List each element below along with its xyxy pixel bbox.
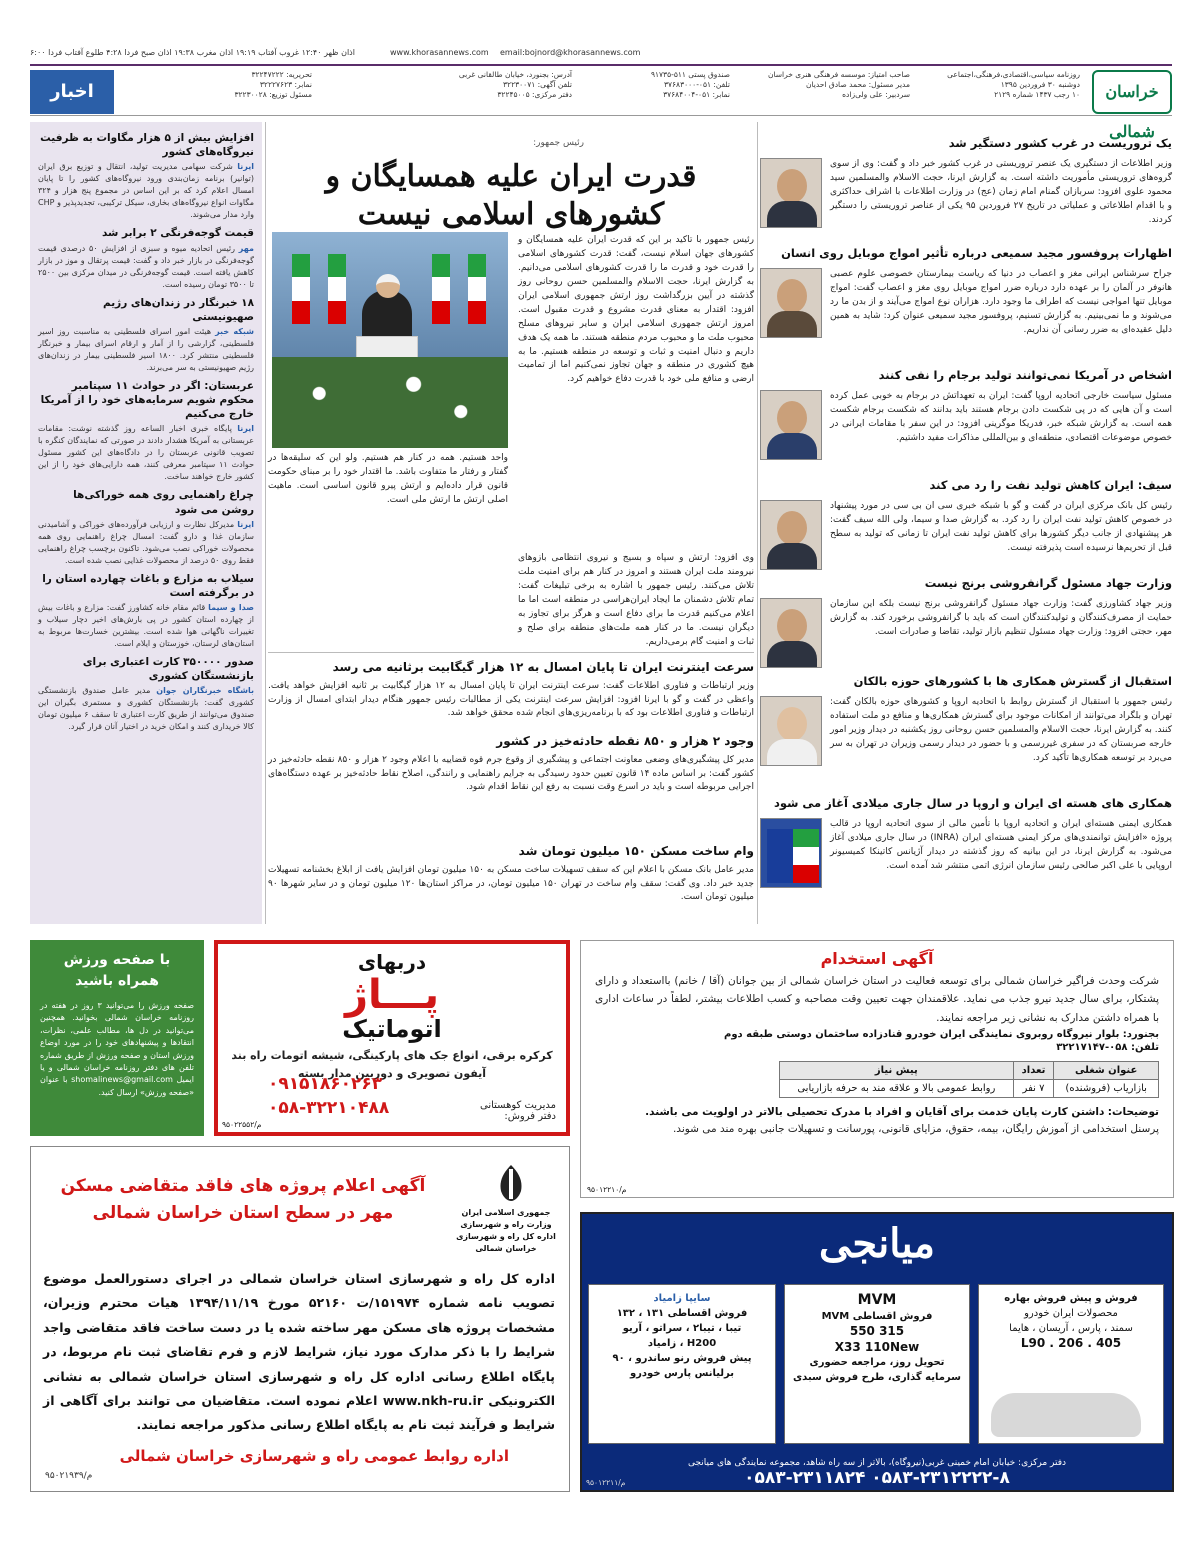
article-body-continued-2: وی افزود: ارتش و سپاه و بسیج و نیروی انتظامی بازوهای نیرومند ملت ایران هستند و امروز در کنار هم برای امنیت ملت تلاش می‌کنند. رئیس جمهور با اشاره به برخی تبلیغات گفت: تمام تلاش دشمنان ما ایجاد ایران‌هراسی در منطقه است اما ما اعلام می‌کنیم قدرت ما برای دفاع است و هرگز برای تجاوز به دیگران نیست. ما در کنار همه ملت‌های منطقه برای صلح و ثبات و امنیت گام برمی‌داریم.	[518, 553, 754, 647]
top-info-strip	[30, 46, 1170, 62]
sidebar-item	[38, 488, 254, 566]
news-photo	[760, 598, 822, 668]
panel-text: پیش فروش رنو ساندرو ، ۹۰ برلیانس پارس خودرو	[612, 1353, 752, 1379]
gov-ad-title: آگهی اعلام پروژه های فاقد متقاضی مسکن مهر در سطح استان خراسان شمالی	[60, 1176, 426, 1224]
article-body-continued: واحد هستیم. همه در کنار هم هستیم. ولو این که سلیقه‌ها در گفتار و رفتار ما متفاوت باشد. ما اقتدار خود را بر مبنای حکومت قانون قرار داده‌ایم و ارتش پیرو قانون اساسی است. ماهیت اصلی ارتش ما ارتش ملی است.	[268, 453, 508, 505]
employment-ad-address: بجنورد: بلوار نیروگاه روبروی نمایندگی ایران خودرو قنادزاده ساختمان دوستی طبقه دوم	[724, 1029, 1159, 1041]
panel-title: فروش اقساطی ۱۳۱ ، ۱۳۲	[616, 1308, 748, 1319]
ad-code: م/۹۵۰۱۲۲۱۰	[587, 1184, 627, 1194]
door-ad-services2: آیفون تصویری و دوربین مدار بسته	[297, 1066, 487, 1080]
masthead-phones: تحریریه: ۳۲۲۴۷۲۲۲ نمابر: ۳۲۲۲۷۶۲۳ مسئول توزیع: ۳۲۲۳۰۰۲۸	[234, 70, 312, 100]
table-header: پیش نیاز	[780, 1062, 1014, 1080]
news-item	[760, 368, 1172, 443]
masthead-contact: صندوق پستی ۵۱۱-۹۱۷۳۵ تلفن: ۰۵۱-۳۷۶۸۳۰۰۰ نمابر: ۰۵۱-۳۷۶۸۴۰۰۴	[650, 70, 730, 100]
news-source: شبکه خبر	[215, 326, 254, 336]
column-divider	[757, 122, 758, 924]
job-table	[779, 1061, 1159, 1098]
news-item-title: یک تروریست در غرب کشور دستگیر شد	[948, 136, 1172, 150]
masthead-publisher: صاحب امتیاز: موسسه فرهنگی هنری خراسان مدیر مسئول: محمد صادق احدیان سردبیر: علی ولی‌زاده	[767, 70, 910, 100]
news-item-text: رئیس کل بانک مرکزی ایران در گفت و گو با شبکه خبری سی ان بی سی در مورد پیشنهاد در خصوص کاهش تولید نفت ایران را رد کرد. به گزارش صدا و سیما، ولی الله سیف گفت: هر پیشنهادی از جانب دیگر کشورها برای کاهش تولید نفت ایران تا زمانی که تولید به سطح قبل از تحریم‌ها نرسیده است پذیرفته نیست.	[830, 501, 1172, 553]
dealer-address: دفتر مرکزی: خیابان امام خمینی غربی(نیروگاه)، بالاتر از سه راه شاهد، مجموعه نمایندگی های میانجی	[687, 1458, 1067, 1468]
table-cell: ۷ نفر	[1013, 1080, 1054, 1098]
dealer-panel-mvm	[784, 1284, 970, 1444]
news-sidebar	[30, 122, 262, 924]
masthead	[30, 64, 1172, 141]
newspaper-logo: خراسان شمالی	[1092, 70, 1172, 114]
door-ad-office: دفتر فروش:	[504, 1111, 556, 1122]
news-source: ایرنا	[237, 424, 254, 434]
news-source: ایرنا	[237, 162, 254, 172]
dealer-panel-irankhodro	[978, 1284, 1164, 1444]
housing-announcement-ad	[30, 1146, 570, 1492]
panel-text: تحویل روز، مراجعه حضوری سرمایه گذاری، طرح فروش سبدی	[793, 1357, 961, 1384]
sidebar-item-text: هیئت امور اسرای فلسطینی به مناسبت روز اسیر فلسطینی، گزارشی را از آمار و ارقام اسرای بیمار و خبرنگار فلسطینی منتشر کرد. ۱۸۰۰ اسیر فلسطینی بیمار در زندان‌های رژیم صهیونیستی به سر می‌برند.	[38, 326, 254, 372]
sidebar-item	[38, 655, 254, 733]
door-ad-mobile: ۰۹۱۵۱۸۶۰۲۶۳	[268, 1074, 383, 1094]
sidebar-item-title: ۱۸ خبرنگار در زندان‌های رژیم صهیونیستی	[102, 296, 254, 323]
car-image	[991, 1393, 1141, 1437]
sidebar-item	[38, 131, 254, 221]
automatic-door-ad	[214, 940, 570, 1136]
employment-ad-heading: آگهی استخدام	[820, 949, 934, 968]
table-header: تعداد	[1013, 1062, 1054, 1080]
ad-code: م/۹۵۰۲۲۵۵۲	[222, 1119, 262, 1129]
brand-logos: سایپا زامیاد	[653, 1293, 711, 1304]
car-dealer-ad	[580, 1212, 1174, 1492]
mvm-logo: MVM	[857, 1292, 897, 1308]
news-item-text: جراح سرشناس ایرانی مغز و اعصاب در دنیا که ریاست بیمارستان خصوصی علوم عصبی هانوفر در آلمان را بر عهده دارد درباره ضرر امواج موبایل روی مغز و اعصاب گفت: امواج موبایل تنها امواجی نیست که اطراف ما وجود دارد. هزاران نوع امواج می‌آیند و از بدن ما رد می‌شوند و ما نمی‌بینیم. به گزارش تسنیم، پروفسور مجید سمیعی عنوان کرد: شاید به همین دلیل عقیده‌ای به ضرر رسانی آن نداریم.	[830, 269, 1172, 335]
sidebar-item-title: افزایش بیش از ۵ هزار مگاوات به ظرفیت نیروگاه‌های کشور	[40, 132, 254, 159]
table-cell: بازاریاب (فروشنده)	[1054, 1080, 1159, 1098]
right-news-column	[760, 122, 1172, 924]
news-photo	[760, 500, 822, 570]
door-ad-line1: دربهای	[357, 950, 427, 974]
news-item	[268, 844, 754, 905]
sport-page-ad	[30, 940, 204, 1136]
news-item-title: اظهارات پروفسور مجید سمیعی درباره تأثیر امواج موبایل روی انسان	[781, 246, 1172, 260]
employment-ad	[580, 940, 1174, 1198]
news-photo	[760, 268, 822, 338]
flags-photo	[760, 818, 822, 888]
sport-ad-subtitle: همراه باشید	[75, 973, 159, 989]
ad-code: م/۹۵۰۲۱۹۳۹	[45, 1471, 93, 1481]
news-item-text: وزیر ارتباطات و فناوری اطلاعات گفت: سرعت اینترنت ایران تا پایان امسال به ۱۲ هزار گیگابیت بر ثانیه افزایش خواهد یافت. واعظی در گفت و گو با ایرنا افزود: افزایش سرعت اینترنت یکی از مطالبات رئیس جمهور هنگام دیدار ابتدای امسال از وزارت ارتباطات و فناوری اطلاعات بود که با برنامه‌ریزی‌های انجام شده محقق خواهد شد.	[268, 680, 754, 719]
news-item-text: رئیس جمهور با استقبال از گسترش روابط با اتحادیه اروپا و کشورهای حوزه بالکان گفت: تهران و بلگراد می‌توانند از امکانات موجود برای گسترش همکاری‌ها و منافع دو ملت استفاده کنند. به گزارش ایرنا، حجت الاسلام والمسلمین حسن روحانی روز یکشنبه در دیدار وزیر امور خارجه صربستان که در سفری غیررسمی و با حضور در دیدار رسمی وزیران در تهران به سر می‌برد بر توسعه همکاری‌ها تأکید کرد.	[830, 697, 1172, 763]
news-item-title: استقبال از گسترش همکاری ها با کشورهای حوزه بالکان	[853, 674, 1172, 688]
sidebar-item-text: مدیرکل نظارت و ارزیابی فرآورده‌های خوراکی و آشامیدنی سازمان غذا و دارو گفت: امسال چراغ راهنمایی روی همه محصولات خوراکی نصب می‌شود. تاکنون برچسب چراغ راهنمایی فقط روی ۵۰ درصد از محصولات غذایی نصب شده است.	[38, 519, 254, 565]
news-item	[760, 576, 1172, 637]
news-item-title: وجود ۲ هزار و ۸۵۰ نقطه حادثه‌خیز در کشور	[496, 734, 754, 748]
dealer-logo: میانجی	[819, 1220, 935, 1267]
news-item	[268, 734, 754, 795]
note-text: داشتن کارت پایان خدمت برای آقایان و افراد با مدرک تحصیلی بالاتر در اولویت می باشند.	[645, 1106, 1105, 1119]
door-ad-line2: اتوماتیک	[342, 1015, 442, 1043]
news-item	[760, 246, 1172, 335]
table-header: عنوان شغلی	[1054, 1062, 1159, 1080]
sidebar-item	[38, 572, 254, 650]
panel-title: فروش اقساطی MVM	[821, 1311, 933, 1323]
sidebar-item-text: رئیس اتحادیه میوه و سبزی از افزایش ۵۰ درصدی قیمت گوجه‌فرنگی در بازار خبر داد و گفت: قیمت پرتقال و موز در بازار کاهش یافته است. قیمت گوجه‌فرنگی در میدان مرکزی بین ۲۵۰۰ تا ۳۵۰۰ تومان رسیده است.	[38, 243, 254, 289]
note-label: توضیحات:	[1107, 1106, 1159, 1119]
employment-ad-text: شرکت وحدت فراگیر خراسان شمالی برای توسعه فعالیت در استان خراسان شمالی از بین جوانان (آقا / خانم) بااستعداد و دارای پشتکار، برای سال جدید نیرو جذب می نماید. علاقمندان جهت تعیین وقت مصاحبه و کسب اطلاعات بیشتر، لطفاً در ساعات اداری با همراه داشتن مدارک به نشانی زیر مراجعه نمایند.	[595, 975, 1159, 1024]
article-kicker: رئیس جمهور:	[533, 138, 584, 148]
panel-title: فروش و پیش فروش بهاره	[1004, 1293, 1138, 1304]
masthead-issue-info: روزنامه سیاسی،اقتصادی،فرهنگی،اجتماعی دوشنبه ۳۰ فروردین ۱۳۹۵ ۱۰ رجب ۱۴۳۷ شماره ۲۱۲۹	[947, 70, 1080, 100]
prayer-times: اذان ظهر ۱۲:۴۰ غروب آفتاب ۱۹:۱۹ اذان مغرب ۱۹:۳۸ اذان صبح فردا ۴:۲۸ طلوع آفتاب فردا ۶:۰۰	[30, 48, 355, 57]
news-item-title: وام ساخت مسکن ۱۵۰ میلیون تومان شد	[518, 844, 754, 858]
panel-subtitle: محصولات ایران خودرو سمند ، پارس ، آریسان ، هایما	[1009, 1308, 1133, 1334]
lead-article	[268, 122, 754, 924]
news-item	[760, 674, 1172, 763]
news-item-title: اشخاص در آمریکا نمی‌توانند تولید برجام را نفی کنند	[878, 368, 1172, 382]
sidebar-item	[38, 296, 254, 374]
news-source: باشگاه خبرنگاران جوان	[156, 686, 255, 696]
news-item	[760, 796, 1172, 871]
article-photo	[272, 232, 508, 448]
masthead-address: آدرس: بجنورد، خیابان طالقانی غربی تلفن آگهی: ۳۲۲۳۰۰۷۱ دفتر مرکزی: ۳۲۲۴۵۰۰۵	[458, 70, 572, 100]
dealer-phones: ۰۵۸۳-۲۳۱۱۸۲۴ ۰۵۸۳-۲۳۱۲۲۲۲-۸	[744, 1468, 1010, 1488]
table-cell: روابط عمومی بالا و علاقه مند به حرفه بازاریابی	[780, 1080, 1014, 1098]
dealer-panel-saipa	[588, 1284, 776, 1444]
gov-org-name: جمهوری اسلامی ایران وزارت راه و شهرسازی اداره کل راه و شهرسازی خراسان شمالی	[456, 1208, 556, 1253]
article-headline: قدرت ایران علیه همسایگان و کشورهای اسلامی نیست	[325, 159, 697, 232]
news-item-text: مدیر کل پیشگیری‌های وضعی معاونت اجتماعی و پیشگیری از وقوع جرم قوه قضاییه با اعلام وجود ۲ هزار و ۸۵۰ نقطه حادثه‌خیز در کشور گفت: بر اساس ماده ۱۴ قانون تعیین حدود رسیدگی به جرایم راهنمایی و رانندگی، اصلاح نقاط حادثه‌خیز بر عهده دستگاه‌های اجرایی مربوطه است و باید در اسرع وقت نسبت به رفع این نقاط اقدام شود.	[268, 754, 754, 793]
door-ad-services: کرکره برقی، انواع جک های پارکینگی، شیشه اتومات راه بند	[231, 1048, 553, 1062]
article-body: رئیس جمهور با تاکید بر این که قدرت ایران علیه همسایگان و کشورهای جهان اسلام نیست، گفت: قدرت کشورهای اسلامی را قدرت خود و قدرت ما را قدرت کشورهای اسلامی می‌دانیم. به گزارش ایرنا، حجت الاسلام والمسلمین حسن روحانی روز گذشته در آیین بزرگداشت روز ارتش جمهوری اسلامی ایران افزود: اقتدار به معنای قدرت مشروع و قدرت مقبول است. امروز ارتش جمهوری اسلامی ایران و سایر نیروهای مسلح محبوب ملت ما و محبوب مردم منطقه هستند. ما همه یک هدف داریم و دنبال امنیت و ثبات و توسعه در منطقه هستیم. ما به هیچ کشوری در منطقه و جهان تجاوز نمی‌کنیم اما از تمامیت ارضی و منافع ملی خود با قدرت دفاع خواهیم کرد.	[518, 235, 754, 385]
news-item	[760, 478, 1172, 553]
section-badge: اخبار	[30, 70, 114, 114]
panel-models: L90 . 206 . 405	[1020, 1336, 1122, 1350]
sport-ad-title: با صفحه ورزش	[63, 952, 171, 968]
column-divider	[265, 122, 266, 924]
sidebar-item	[38, 226, 254, 290]
door-ad-manager: مدیریت کوهستانی	[480, 1100, 556, 1111]
news-photo	[760, 696, 822, 766]
news-source: صدا و سیما	[208, 603, 255, 613]
employment-ad-phone: تلفن: ۰۵۸-۳۲۲۱۷۱۴۷	[1056, 1042, 1159, 1054]
sidebar-item-text: قائم مقام خانه کشاورز گفت: مزارع و باغات بیش از چهارده استان کشور در پی بارش‌های اخیر دچار سیلاب و تغییرات ناگهانی هوا شده است. بیشترین خسارت‌ها مربوط به استان‌های لرستان، خوزستان و ایلام است.	[38, 603, 254, 649]
sidebar-item-title: عربستان: اگر در حوادث ۱۱ سپتامبر محکوم شویم سرمایه‌های خود را از آمریکا خارج می‌کنیم	[40, 379, 254, 421]
note-text-2: پرسنل استخدامی از آموزش رایگان، بیمه، حقوق، مزایای قانونی، پورسانت و تسهیلات جانبی بهره مند می شوند.	[672, 1122, 1159, 1135]
sidebar-item-title: قیمت گوجه‌فرنگی ۲ برابر شد	[101, 227, 254, 240]
sidebar-item-text: پایگاه خبری اخبار الساعه روز گذشته نوشت: مقامات عربستانی به آمریکا هشدار دادند در صورتی که نمایندگان کنگره با تصویب قانونی عربستان را در دادگاه‌های این کشور مسئول حوادث ۱۱ سپتامبر معرفی کنند، همه دارایی‌های خود را از این کشور خارج خواهند ساخت.	[38, 424, 255, 482]
email-link[interactable]: email:bojnord@khorasannews.com	[500, 48, 641, 57]
news-item-title: سرعت اینترنت ایران تا پایان امسال به ۱۲ هزار گیگابیت برثانیه می رسد	[332, 660, 754, 674]
sidebar-item-title: سیلاب به مزارع و باغات چهارده استان را در برگرفته است	[42, 572, 254, 599]
news-item-title: وزارت جهاد مسئول گرانفروشی برنج نیست	[924, 576, 1172, 590]
news-item-text: همکاری ایمنی هسته‌ای ایران و اتحادیه اروپا با تأمین مالی از سوی اتحادیه اروپا در قالب پروژه «افزایش توانمندی‌های مرکز ایمنی هسته‌ای ایران (INRA) در سال جاری میلادی آغاز می‌شود. به گزارش ایرنا، در این بیانیه که روز گذشته در دیدار آژیانس کاتینکا کمیسیونر اروپایی با علی اکبر صالحی رئیس سازمان انرژی اتمی منتشر شد آمده است.	[830, 819, 1172, 871]
news-item-title: همکاری های هسته ای ایران و اروپا در سال جاری میلادی آغاز می شود	[773, 796, 1172, 810]
door-ad-brand: پـــاژ	[344, 972, 440, 1018]
door-ad-phone: ۰۵۸-۳۲۲۱۰۴۸۸	[268, 1098, 390, 1118]
news-item-text: مسئول سیاست خارجی اتحادیه اروپا گفت: ایران به تعهداتش در برجام به خوبی عمل کرده است و آن هایی که در پی شکست دادن برجام هستند باید بدانند که شکست برجام شکست همه است. به گزارش شبکه خبر، فدریکا موگرینی افزود: در این سفر با مقامات ایرانی در خصوص موضوعات اقتصادی، منطقه‌ای و بین‌المللی مذاکرات مفید داشتیم.	[830, 391, 1172, 443]
website-link[interactable]: www.khorasannews.com	[390, 48, 489, 57]
news-source: ایرنا	[237, 519, 254, 529]
news-item-title: سیف: ایران کاهش تولید نفت را رد می کند	[929, 478, 1172, 492]
emblem-icon	[489, 1161, 533, 1205]
gov-ad-signature: اداره روابط عمومی راه و شهرسازی خراسان شمالی	[119, 1447, 509, 1465]
news-item-text: وزیر جهاد کشاورزی گفت: وزارت جهاد مسئول گرانفروشی برنج نیست بلکه این سازمان حمایت از مصرف‌کنندگان و تولیدکنندگان است که باید با گرانفروشی برخورد کند. به گزارش مهر، حجتی افزود: وزارت جهاد مسئول تنظیم بازار تولید، تقاضا و صادرات است.	[830, 599, 1172, 637]
news-item	[268, 660, 754, 721]
table-row	[780, 1080, 1159, 1098]
news-item-text: وزیر اطلاعات از دستگیری یک عنصر تروریستی در غرب کشور خبر داد و گفت: وی از سوی گروه‌های تروریستی مأموریت داشته است. به گزارش ایرنا، حجت الاسلام والمسلمین سید محمود علوی افزود: سربازان گمنام امام زمان (عج) در وزارت اطلاعات با اشراف حداکثری و با اقدام اطلاعاتی و عملیاتی در تاریخ ۲۷ فروردین ۹۵ یکی از عناصر تروریستی را دستگیر کردند.	[830, 159, 1173, 225]
sidebar-item-text: مدیر عامل صندوق بازنشستگی کشوری گفت: بازنشستگان کشوری و مستمری بگیران این صندوق می‌توانند از طریق کارت اعتباری تا سقف ۶ میلیون تومان کالا خریداری کنند و امکان خرید در اختیار آنان قرار گیرد.	[38, 686, 255, 732]
sidebar-item-text: شرکت سهامی مدیریت تولید، انتقال و توزیع برق ایران (توانیر) برنامه زمان‌بندی ورود نیروگاه‌های کشور را تا پایان امسال اعلام کرد که بر این اساس در مجموع پنج هزار و ۳۲۴ مگاوات انواع نیروگاه‌های بخاری، سیکل ترکیبی، تجدیدپذیر و CHP وارد مدار می‌شوند.	[38, 162, 254, 220]
panel-models: تیبا ، تیبا۲ ، سراتو ، آریو H200 ، زامیاد	[622, 1323, 742, 1349]
sport-ad-text: صفحه ورزش را می‌توانید ۳ روز در هفته در روزنامه خراسان شمالی بخوانید. همچنین می‌توانید در دل ها، مطالب علمی، نظرات، انتقادها و پیشنهادهای خود را در مورد اوضاع ورزش استان و صفحه ورزش از طریق شماره تلفن های دفتر روزنامه خراسان شمالی و یا ایمیل shomalinews@gmail.com با عنوان «صفحه ورزش» ارسال کنید.	[40, 1001, 194, 1097]
news-source: مهر	[238, 243, 254, 253]
sidebar-item	[38, 379, 254, 484]
sidebar-item-title: صدور ۳۵۰۰۰۰ کارت اعتباری برای بازنشستگان کشوری	[82, 656, 254, 683]
gov-ad-body: اداره کل راه و شهرسازی استان خراسان شمالی در اجرای دستورالعمل موضوع تصویب نامه شماره ۱۵۱۹۷۴/ت ۵۲۱۶۰ مورخ ۱۳۹۴/۱۱/۱۹ هیات محترم وزیران، مشخصات پروژه های مسکن مهر ساخته شده یا در دست ساخت فاقد متقاضی واجد شرایط را با ذکر مدارک مورد نیاز، شرایط لازم و فرم تقاضای ثبت نام مربوط، در پایگاه اطلاع رسانی اداره کل راه و شهرسازی استان خراسان شمالی به نشانی الکترونیکی www.nkh-ru.ir اعلام نموده است. متقاضیان می توانند برای آگاهی از شرایط و فرآیند ثبت نام به پایگاه اطلاع رسانی مذکور مراجعه نمایند.	[43, 1271, 556, 1433]
sidebar-item-title: چراغ راهنمایی روی همه خوراکی‌ها روشن می شود	[73, 489, 254, 516]
news-photo	[760, 158, 822, 228]
news-item-text: مدیر عامل بانک مسکن با اعلام این که سقف تسهیلات ساخت مسکن به ۱۵۰ میلیون تومان افزایش یافت از ابلاغ بخشنامه تسهیلات جدید خبر داد. وی گفت: سقف وام ساخت در تهران ۱۵۰ میلیون تومان، در مراکز استان‌ها ۱۲۰ میلیون تومان و در سایر شهرها ۹۰ میلیون تومان است.	[268, 864, 754, 903]
panel-models: 550 315 X33 110New	[834, 1324, 920, 1354]
news-item	[760, 136, 1173, 225]
table-header-row	[780, 1062, 1159, 1080]
news-photo	[760, 390, 822, 460]
ad-code: م/۹۵۰۱۲۲۱۱	[586, 1477, 626, 1487]
